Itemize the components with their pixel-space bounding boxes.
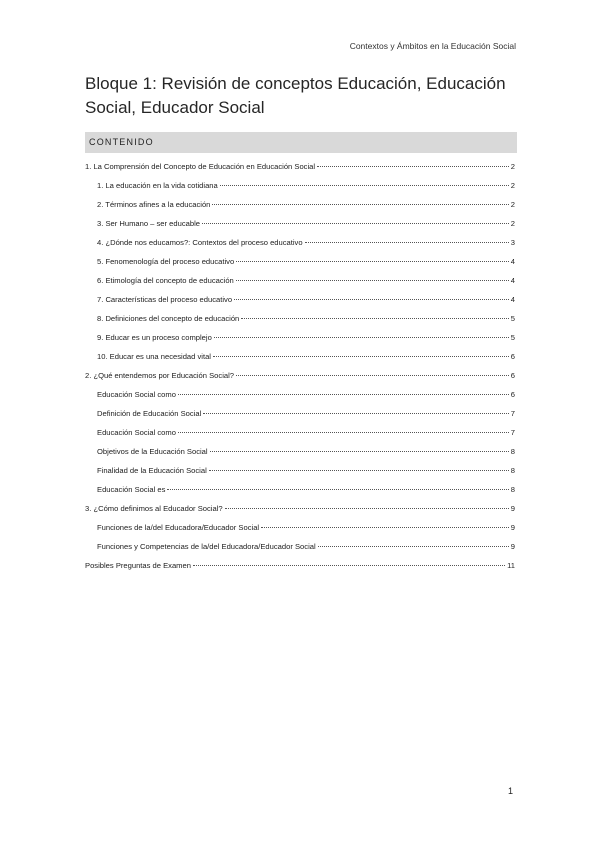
- toc-entry-label: 3. ¿Cómo definimos al Educador Social?: [85, 504, 223, 513]
- leader-dots: [236, 261, 509, 262]
- toc-entry-label: 9. Educar es un proceso complejo: [97, 333, 212, 342]
- toc-entry-1-4[interactable]: [97, 238, 515, 251]
- toc-heading-bar: [85, 132, 517, 153]
- leader-dots: [178, 432, 509, 433]
- leader-dots: [261, 527, 509, 528]
- toc-entry-label: Posibles Preguntas de Examen: [85, 561, 191, 570]
- toc-entry-page: 3: [510, 238, 515, 247]
- toc-entry-page: 9: [510, 504, 515, 513]
- toc-entry-page: 5: [510, 333, 515, 342]
- toc-entry-page: 2: [510, 219, 515, 228]
- toc-entry-2-6[interactable]: [97, 485, 515, 498]
- toc-entry-label: Objetivos de la Educación Social: [97, 447, 208, 456]
- toc-entry-page: 4: [510, 276, 515, 285]
- toc-entry-2[interactable]: [85, 371, 515, 384]
- toc-entry-2-2[interactable]: [97, 409, 515, 422]
- leader-dots: [305, 242, 509, 243]
- toc-entry-page: 7: [510, 428, 515, 437]
- toc-entry-2-4[interactable]: [97, 447, 515, 460]
- toc-entry-label: 1. La Comprensión del Concepto de Educación en Educación Social: [85, 162, 316, 171]
- toc-entry-page: 7: [510, 409, 515, 418]
- toc-entry-page: 6: [510, 371, 515, 380]
- leader-dots: [234, 299, 509, 300]
- toc-entry-page: 4: [510, 257, 515, 266]
- toc-entry-3-2[interactable]: [97, 542, 515, 555]
- toc-entry-label: 3. Ser Humano – ser educable: [97, 219, 200, 228]
- page-number: 1: [508, 786, 514, 796]
- toc-entry-label: Finalidad de la Educación Social: [97, 466, 207, 475]
- toc-entry-page: 6: [510, 352, 515, 361]
- toc-entry-page: 5: [510, 314, 515, 323]
- toc-entry-label: 6. Etimología del concepto de educación: [97, 276, 234, 285]
- toc-entry-3-1[interactable]: [97, 523, 515, 536]
- toc-entry-label: 4. ¿Dónde nos educamos?: Contextos del proceso educativo: [97, 238, 303, 247]
- toc-entry-1-6[interactable]: [97, 276, 515, 289]
- leader-dots: [318, 546, 509, 547]
- toc-entry-1-9[interactable]: [97, 333, 515, 346]
- toc-entry-label: 7. Características del proceso educativo: [97, 295, 233, 304]
- toc-entry-1-3[interactable]: [97, 219, 515, 232]
- toc-entry-page: 2: [510, 162, 515, 171]
- toc-entry-page: 8: [510, 466, 515, 475]
- toc-entry-label: Definición de Educación Social: [97, 409, 202, 418]
- document-title: Bloque 1: Revisión de conceptos Educación, Educación Social, Educador Social: [85, 74, 506, 117]
- leader-dots: [213, 356, 509, 357]
- leader-dots: [212, 204, 508, 205]
- toc-entry-label: 1. La educación en la vida cotidiana: [97, 181, 218, 190]
- toc-entry-page: 6: [510, 390, 515, 399]
- toc-entry-label: 8. Definiciones del concepto de educación: [97, 314, 240, 323]
- leader-dots: [203, 413, 508, 414]
- toc-entry-page: 9: [510, 542, 515, 551]
- toc-entry-1-2[interactable]: [97, 200, 515, 213]
- leader-dots: [225, 508, 509, 509]
- toc-entry-page: 4: [510, 295, 515, 304]
- toc-entry-page: 2: [510, 200, 515, 209]
- toc-entry-2-5[interactable]: [97, 466, 515, 479]
- toc-entry-label: Educación Social es: [97, 485, 166, 494]
- running-header: Contextos y Ámbitos en la Educación Social: [349, 41, 516, 51]
- toc-entry-label: 2. ¿Qué entendemos por Educación Social?: [85, 371, 235, 380]
- leader-dots: [220, 185, 509, 186]
- toc-entry-3[interactable]: [85, 504, 515, 517]
- leader-dots: [193, 565, 505, 566]
- toc-entry-1-10[interactable]: [97, 352, 515, 365]
- toc-entry-page: 8: [510, 485, 515, 494]
- leader-dots: [210, 451, 509, 452]
- toc-entry-page: 9: [510, 523, 515, 532]
- toc-entry-label: 5. Fenomenología del proceso educativo: [97, 257, 235, 266]
- leader-dots: [202, 223, 509, 224]
- toc-entry-1-7[interactable]: [97, 295, 515, 308]
- toc-entry-label: 2. Términos afines a la educación: [97, 200, 211, 209]
- toc-entry-label: Funciones de la/del Educadora/Educador Social: [97, 523, 260, 532]
- toc-entry-1-8[interactable]: [97, 314, 515, 327]
- toc-entry-1[interactable]: [85, 162, 515, 175]
- leader-dots: [317, 166, 509, 167]
- leader-dots: [178, 394, 509, 395]
- toc-entry-label: Educación Social como: [97, 428, 176, 437]
- toc-entry-2-3[interactable]: [97, 428, 515, 441]
- toc-entry-label: 10. Educar es una necesidad vital: [97, 352, 211, 361]
- toc-heading: CONTENIDO: [89, 137, 154, 147]
- leader-dots: [209, 470, 509, 471]
- toc-entry-2-1[interactable]: [97, 390, 515, 403]
- leader-dots: [214, 337, 509, 338]
- toc-entry-label: Educación Social como: [97, 390, 176, 399]
- toc-entry-label: Funciones y Competencias de la/del Educadora/Educador Social: [97, 542, 316, 551]
- toc-entry-posibles-preguntas[interactable]: [85, 561, 515, 574]
- toc-entry-1-5[interactable]: [97, 257, 515, 270]
- leader-dots: [236, 375, 509, 376]
- toc-entry-page: 2: [510, 181, 515, 190]
- leader-dots: [236, 280, 509, 281]
- toc-entry-page: 11: [507, 561, 515, 570]
- leader-dots: [241, 318, 508, 319]
- toc-entry-page: 8: [510, 447, 515, 456]
- leader-dots: [167, 489, 508, 490]
- toc-entry-1-1[interactable]: [97, 181, 515, 194]
